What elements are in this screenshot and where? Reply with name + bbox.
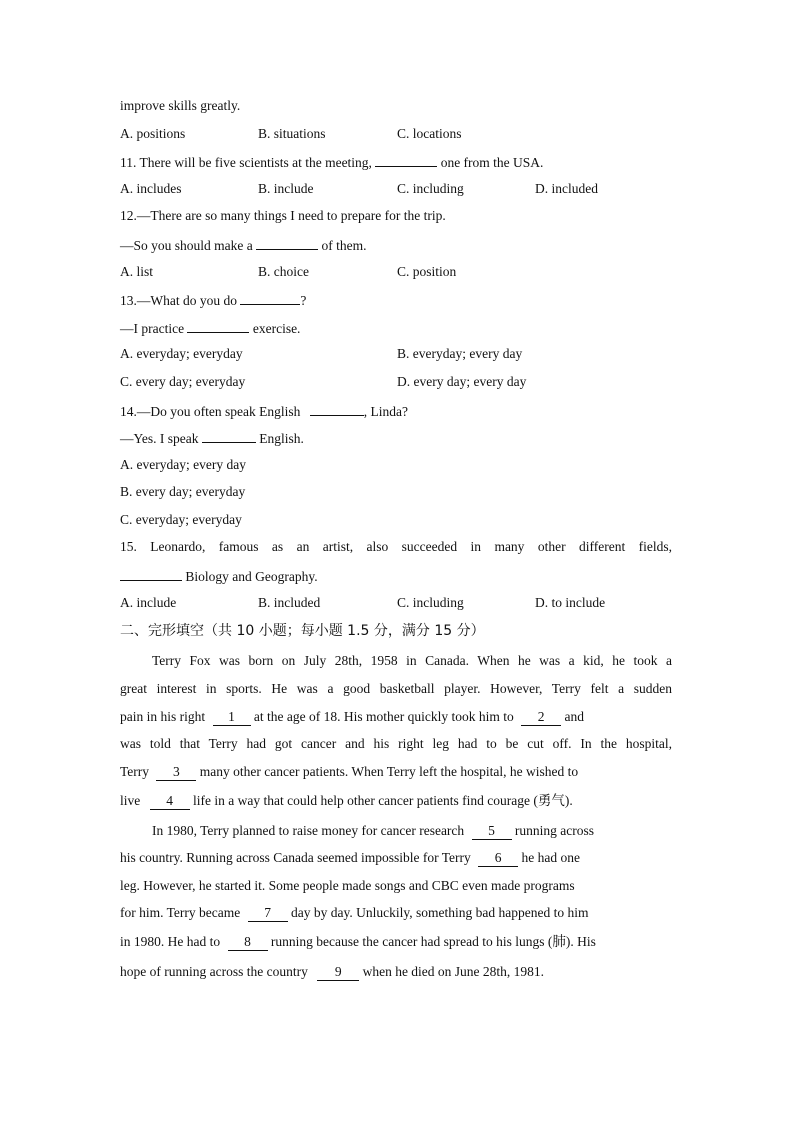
passage-p2-line1 (152, 822, 704, 840)
cloze-blank-9[interactable]: 9 (317, 964, 359, 981)
q13-line2 (120, 318, 300, 338)
passage-p2-line4 (120, 904, 672, 922)
q14-option-c: C. everyday; everyday (120, 512, 242, 527)
q13-line1-before: 13.—What do you do (120, 293, 237, 308)
q14-line2-before: —Yes. I speak (120, 431, 199, 446)
passage-text: live (120, 793, 141, 808)
passage-p1-line2: great interest in sports. He was a good basketball player. However, Terry felt a sudden (120, 681, 672, 696)
q15-option-a: A. include (120, 595, 177, 610)
q13-option-c: C. every day; everyday (120, 374, 246, 389)
q15-option-b: B. included (258, 595, 321, 610)
passage-p2-line2 (120, 849, 672, 867)
passage-text: and (564, 709, 584, 724)
q14-line2-after: English. (259, 431, 304, 446)
passage-text: hope of running across the country (120, 964, 308, 979)
passage-text: when he died on June 28th, 1981. (362, 964, 545, 979)
q11-option-a: A. includes (120, 181, 182, 196)
q14-option-a: A. everyday; every day (120, 457, 246, 472)
passage-text: pain in his right (120, 709, 206, 724)
q10-stem: improve skills greatly. (120, 98, 241, 113)
q15-blank[interactable] (120, 566, 182, 581)
passage-text: life in a way that could help other cancer patients find courage (勇气). (193, 793, 573, 808)
passage-p1-line6 (120, 792, 672, 810)
q14-option-b: B. every day; everyday (120, 484, 246, 499)
cloze-blank-3[interactable]: 3 (156, 764, 196, 781)
q12-line2 (120, 235, 367, 255)
passage-p1-line5 (120, 763, 672, 781)
q15-line2-after: Biology and Geography. (185, 569, 318, 584)
passage-text: running because the cancer had spread to his lungs (肺). His (270, 934, 596, 949)
q14-line1 (120, 401, 408, 421)
q13-line1-after: ? (300, 293, 307, 308)
q12-line1: 12.—There are so many things I need to prepare for the trip. (120, 208, 446, 223)
q13-option-d: D. every day; every day (397, 374, 527, 389)
q12-line2-after: of them. (321, 238, 367, 253)
q12-blank[interactable] (256, 235, 318, 250)
q15-option-d: D. to include (535, 595, 606, 610)
q11-option-d: D. included (535, 181, 598, 196)
q12-option-b: B. choice (258, 264, 309, 279)
passage-text: running across (514, 823, 595, 838)
passage-text: many other cancer patients. When Terry left the hospital, he wished to (199, 764, 579, 779)
passage-text: his country. Running across Canada seemed impossible for Terry (120, 850, 471, 865)
q13-blank-1[interactable] (240, 290, 300, 305)
q11-blank[interactable] (375, 152, 437, 167)
q10-option-b: B. situations (258, 126, 326, 141)
cloze-blank-7[interactable]: 7 (248, 905, 288, 922)
passage-text: at the age of 18. His mother quickly took him to (253, 709, 514, 724)
cloze-blank-1[interactable]: 1 (213, 709, 251, 726)
passage-p1-line1: Terry Fox was born on July 28th, 1958 in Canada. When he was a kid, he took a (152, 653, 672, 668)
q14-line1-after: , Linda? (363, 404, 408, 419)
q13-option-a: A. everyday; everyday (120, 346, 243, 361)
q14-line1-before: 14.—Do you often speak English (120, 404, 301, 419)
q13-option-b: B. everyday; every day (397, 346, 523, 361)
passage-text: day by day. Unluckily, something bad happened to him (291, 905, 589, 920)
q14-blank-2[interactable] (202, 428, 256, 443)
passage-p1-line4: was told that Terry had got cancer and his right leg had to be cut off. In the hospital, (120, 736, 672, 751)
cloze-blank-5[interactable]: 5 (472, 823, 512, 840)
q11-option-c: C. including (397, 181, 464, 196)
passage-p2-line5 (120, 933, 672, 951)
q11-stem-after: one from the USA. (440, 155, 544, 170)
section-heading-cloze: 二、完形填空（共 10 小题；每小题 1.5 分，满分 15 分） (120, 623, 485, 639)
cloze-blank-4[interactable]: 4 (150, 793, 190, 810)
q13-line2-after: exercise. (252, 321, 301, 336)
cloze-blank-2[interactable]: 2 (521, 709, 561, 726)
q12-line2-before: —So you should make a (120, 238, 253, 253)
cloze-blank-6[interactable]: 6 (478, 850, 518, 867)
passage-p1-line3 (120, 708, 672, 726)
passage-text: in 1980. He had to (120, 934, 221, 949)
q10-option-a: A. positions (120, 126, 186, 141)
passage-text: In 1980, Terry planned to raise money for cancer research (152, 823, 465, 838)
passage-text: for him. Terry became (120, 905, 241, 920)
passage-p2-line3: leg. However, he started it. Some people made songs and CBC even made programs (120, 878, 575, 893)
q13-line2-before: —I practice (120, 321, 185, 336)
q13-line1 (120, 290, 306, 310)
passage-text: Terry (120, 764, 150, 779)
q15-line1: 15. Leonardo, famous as an artist, also succeeded in many other different fields, (120, 539, 672, 554)
passage-text: he had one (521, 850, 580, 865)
q13-blank-2[interactable] (187, 318, 249, 333)
q10-option-c: C. locations (397, 126, 462, 141)
q14-line2 (120, 428, 304, 448)
q12-option-a: A. list (120, 264, 154, 279)
q11-stem (120, 152, 543, 172)
q11-option-b: B. include (258, 181, 314, 196)
q15-option-c: C. including (397, 595, 464, 610)
q14-blank-1[interactable] (310, 401, 364, 416)
cloze-blank-8[interactable]: 8 (228, 934, 268, 951)
q15-line2 (120, 566, 318, 586)
passage-p2-line6 (120, 963, 672, 981)
q12-option-c: C. position (397, 264, 457, 279)
q11-stem-before: 11. There will be five scientists at the meeting, (120, 155, 372, 170)
